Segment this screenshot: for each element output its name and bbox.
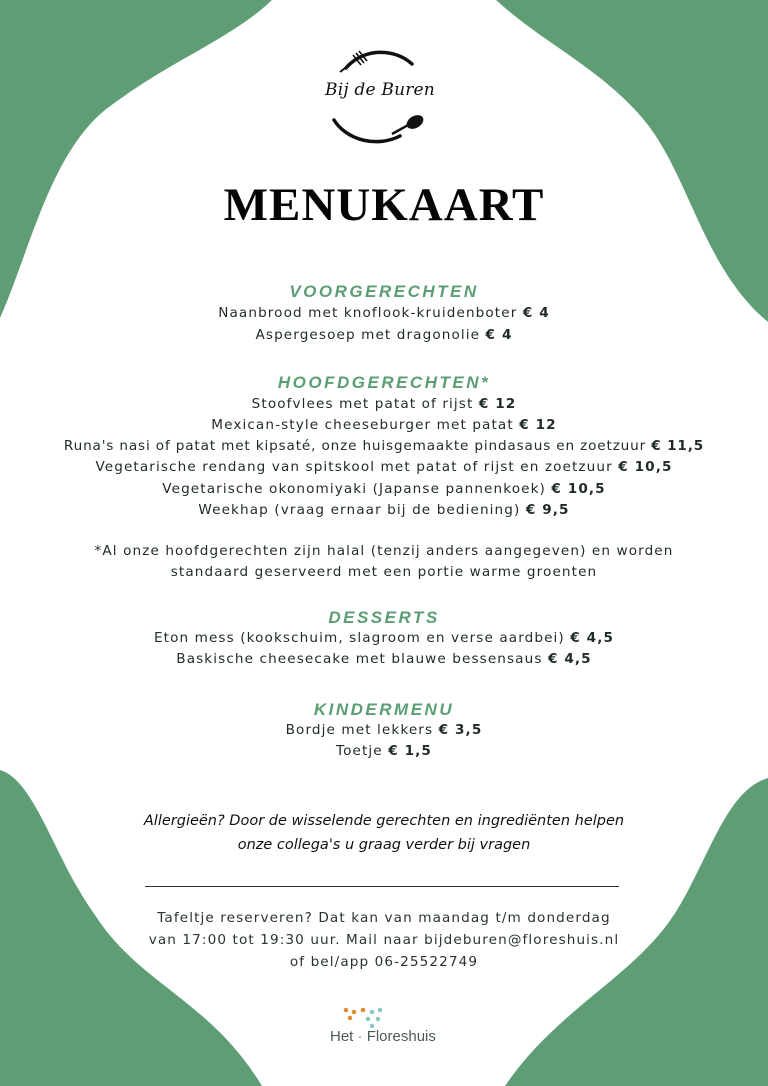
item-name: Vegetarische rendang van spitskool met patat of rijst en zoetzuur (95, 459, 613, 475)
dots-icon (342, 1006, 402, 1028)
menu-item (0, 415, 768, 436)
halal-note-line2: standaard geserveerd met een portie warme groenten (170, 564, 598, 580)
item-name: Runa's nasi of patat met kipsaté, onze huisgemaakte pindasaus en zoetzuur (63, 438, 647, 454)
item-name: Eton mess (kookschuim, slagroom en verse aardbei) (153, 630, 565, 646)
menu-item (0, 303, 768, 324)
floreshuis-word1: Het (330, 1028, 354, 1045)
menu-item (0, 457, 768, 478)
menu-item (0, 741, 768, 762)
halal-note-line1: *Al onze hoofdgerechten zijn halal (tenzij anders aangegeven) en worden (94, 543, 674, 559)
item-price: € 9,5 (525, 502, 570, 518)
item-name: Bordje met lekkers (285, 722, 434, 738)
page-title: MENUKAART (223, 179, 545, 231)
item-price: € 10,5 (551, 481, 606, 497)
menu-item (0, 436, 768, 457)
floreshuis-logo (328, 1006, 458, 1046)
allergy-note-line1: Allergieën? Door de wisselende gerechten en ingrediënten helpen (143, 813, 625, 829)
contact-line3: of bel/app 06-25522749 (289, 954, 479, 970)
allergy-note-line2: onze collega's u graag verder bij vragen (237, 837, 531, 853)
item-price: € 11,5 (651, 438, 705, 454)
contact-line2: van 17:00 tot 19:30 uur. Mail naar bijdeburen@floreshuis.nl (148, 932, 620, 948)
section-heading-hoofdgerechten: HOOFDGERECHTEN* (277, 373, 491, 392)
item-name: Vegetarische okonomiyaki (Japanse pannenkoek) (162, 481, 546, 497)
item-price: € 10,5 (618, 459, 673, 475)
item-name: Toetje (336, 743, 383, 759)
menu-item (0, 325, 768, 346)
section-heading-kindermenu: KINDERMENU (313, 700, 455, 719)
item-name: Aspergesoep met dragonolie (255, 327, 481, 343)
contact-line1: Tafeltje reserveren? Dat kan van maandag t/m donderdag (157, 910, 611, 926)
item-price: € 4 (522, 305, 550, 321)
item-price: € 4,5 (547, 651, 592, 667)
floreshuis-word2: Floreshuis (366, 1028, 436, 1045)
divider (145, 886, 619, 887)
menu-item (0, 479, 768, 500)
menu-item (0, 628, 768, 649)
item-price: € 3,5 (438, 722, 483, 738)
item-name: Stoofvlees met patat of rijst (251, 396, 474, 412)
item-name: Mexican-style cheeseburger met patat (211, 417, 514, 433)
menu-item (0, 649, 768, 670)
restaurant-logo (318, 48, 442, 146)
menu-item (0, 720, 768, 741)
menu-item (0, 500, 768, 521)
item-price: € 4 (485, 327, 513, 343)
item-name: Naanbrood met knoflook-kruidenboter (218, 305, 518, 321)
floreshuis-dot: · (357, 1028, 363, 1045)
logo-text: Bij de Buren (325, 80, 435, 100)
item-price: € 12 (478, 396, 517, 412)
menu-item (0, 394, 768, 415)
item-name: Weekhap (vraag ernaar bij de bediening) (198, 502, 521, 518)
spoon-icon (392, 112, 426, 134)
item-price: € 1,5 (388, 743, 432, 759)
section-heading-voorgerechten: VOORGERECHTEN (289, 282, 479, 301)
floreshuis-text (330, 1028, 436, 1045)
section-heading-desserts: DESSERTS (328, 608, 440, 627)
item-price: € 4,5 (570, 630, 615, 646)
item-name: Baskische cheesecake met blauwe bessensaus (176, 651, 543, 667)
item-price: € 12 (519, 417, 557, 433)
